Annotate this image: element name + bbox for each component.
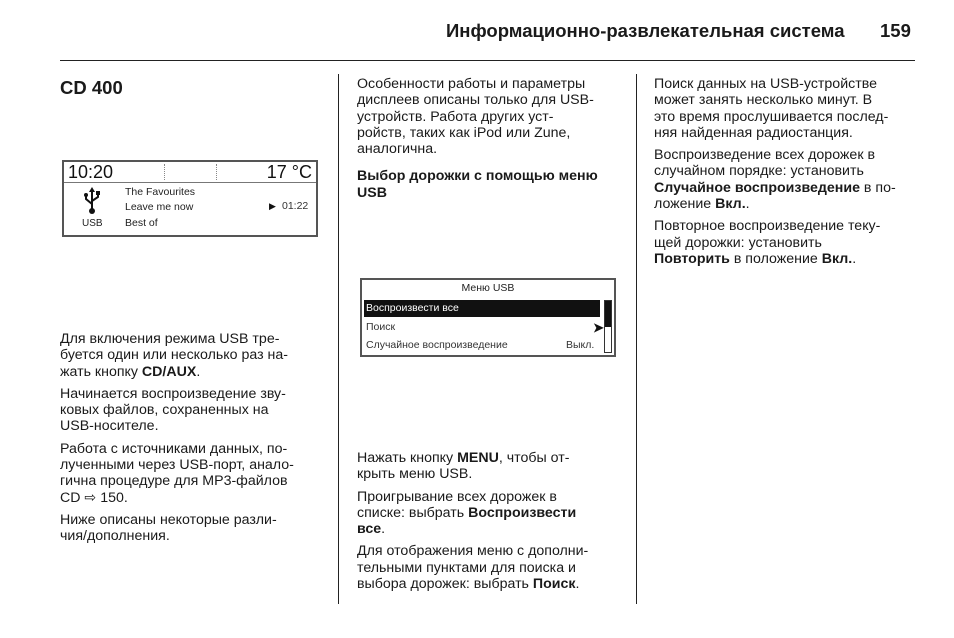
paragraph	[357, 489, 637, 538]
column-2-bottom	[357, 450, 637, 598]
text-line: тельными пунктами для поиска и	[357, 559, 576, 576]
text-line: в положение	[729, 250, 822, 267]
text-line: Работа с источниками данных, по-	[60, 440, 288, 457]
cd-display-illustration	[62, 160, 318, 237]
menu-option-name: Воспроизвести	[468, 504, 577, 521]
text-line: USB-носителе.	[60, 418, 159, 435]
menu-title: Меню USB	[461, 282, 515, 294]
text-line: буется один или несколько раз на-	[60, 347, 289, 364]
menu-item-selected	[364, 300, 600, 317]
header-title: Информационно-развлекательная система	[446, 20, 845, 41]
text-line: Воспроизведение всех дорожек в	[654, 147, 875, 164]
play-icon: ▶	[269, 201, 276, 211]
text-line: устройств. Работа других уст-	[357, 108, 554, 125]
setting-value: Вкл.	[715, 196, 746, 213]
text-line: случайном порядке: установить	[654, 163, 864, 180]
text-line: Проигрывание всех дорожек в	[357, 488, 557, 505]
text-line: щей дорожки: установить	[654, 234, 822, 251]
text-line: гична процедуре для MP3-файлов	[60, 473, 288, 490]
usb-icon	[82, 187, 102, 215]
button-name: CD/AUX	[141, 363, 197, 380]
text-line: лученными через USB-порт, анало-	[60, 457, 294, 474]
display-line: Leave me now	[125, 201, 194, 213]
text-line: .	[575, 576, 580, 593]
scrollbar-thumb	[605, 301, 611, 327]
text-line: крыть меню USB.	[357, 466, 473, 483]
paragraph	[60, 512, 335, 545]
text-line: жать кнопку	[60, 363, 142, 380]
text-line: .	[852, 250, 857, 267]
column-1	[60, 331, 335, 551]
display-elapsed-time: 01:22	[282, 200, 309, 212]
text-line: Выбор дорожки с помощью меню	[357, 168, 598, 185]
display-separator	[216, 164, 217, 180]
paragraph	[654, 218, 934, 267]
paragraph	[654, 147, 934, 212]
button-name: MENU	[457, 450, 499, 466]
paragraph	[357, 450, 637, 483]
text-line: Ниже описаны некоторые разли-	[60, 511, 277, 528]
setting-value: Вкл.	[821, 250, 853, 267]
text-line: списке: выбрать	[357, 504, 469, 521]
text-line: няя найденная радиостанция.	[654, 124, 853, 141]
text-line: USB	[357, 184, 387, 201]
text-line: .	[196, 363, 201, 380]
scrollbar	[604, 300, 612, 353]
header-divider	[60, 60, 915, 61]
text-line: .	[381, 521, 386, 538]
subheading	[357, 168, 632, 201]
text-line: Для отображения меню с дополни-	[357, 543, 589, 560]
text-line: Поиск данных на USB-устройстве	[654, 76, 877, 92]
page-number: 159	[880, 20, 911, 41]
display-line: Best of	[125, 217, 158, 229]
text-line: Нажать кнопку	[357, 450, 458, 466]
menu-option-name: Повторить	[654, 250, 730, 267]
paragraph	[60, 386, 335, 435]
chevron-right-icon: ➤	[593, 320, 604, 335]
display-status-bar	[64, 162, 316, 183]
text-line: в по-	[859, 179, 896, 196]
text-line: чия/дополнения.	[60, 528, 170, 545]
text-line: выбора дорожек: выбрать	[357, 576, 533, 593]
text-line: Для включения режима USB тре-	[60, 331, 280, 347]
section-title: CD 400	[60, 77, 123, 98]
menu-item-search: Поиск	[366, 321, 396, 333]
display-line: The Favourites	[125, 186, 196, 198]
menu-option-name: все	[357, 521, 382, 538]
text-line: это время прослушивается послед-	[654, 108, 889, 125]
paragraph	[654, 76, 934, 141]
paragraph	[357, 543, 637, 592]
text-line: ковых файлов, сохраненных на	[60, 402, 269, 419]
text-line: ройств, таких как iPod или Zune,	[357, 124, 571, 141]
column-divider-1	[338, 74, 339, 604]
menu-option-name: Поиск	[532, 576, 576, 593]
menu-item-shuffle: Случайное воспроизведение	[366, 339, 508, 351]
column-2-top	[357, 76, 632, 207]
page-reference: CD ⇨ 150.	[60, 489, 128, 506]
display-temperature: 17 °C	[266, 162, 312, 182]
display-time: 10:20	[68, 162, 114, 182]
menu-item-label: Воспроизвести все	[366, 302, 459, 314]
paragraph	[357, 76, 632, 157]
display-source-label: USB	[82, 218, 103, 229]
text-line: аналогична.	[357, 141, 438, 158]
text-line: ложение	[654, 196, 716, 213]
menu-item-value: Выкл.	[566, 339, 595, 351]
text-line: может занять несколько минут. В	[654, 92, 873, 109]
text-line: .	[745, 196, 750, 213]
text-line: , чтобы от-	[498, 450, 570, 466]
text-line: Повторное воспроизведение теку-	[654, 218, 881, 235]
usb-menu-illustration	[360, 278, 616, 357]
paragraph	[60, 441, 335, 506]
display-separator	[164, 164, 165, 180]
text-line: Начинается воспроизведение зву-	[60, 385, 286, 402]
column-3	[654, 76, 934, 273]
paragraph	[60, 331, 335, 380]
text-line: дисплеев описаны только для USB-	[357, 92, 594, 109]
menu-option-name: Случайное воспроизведение	[654, 179, 860, 196]
text-line: Особенности работы и параметры	[357, 76, 586, 92]
